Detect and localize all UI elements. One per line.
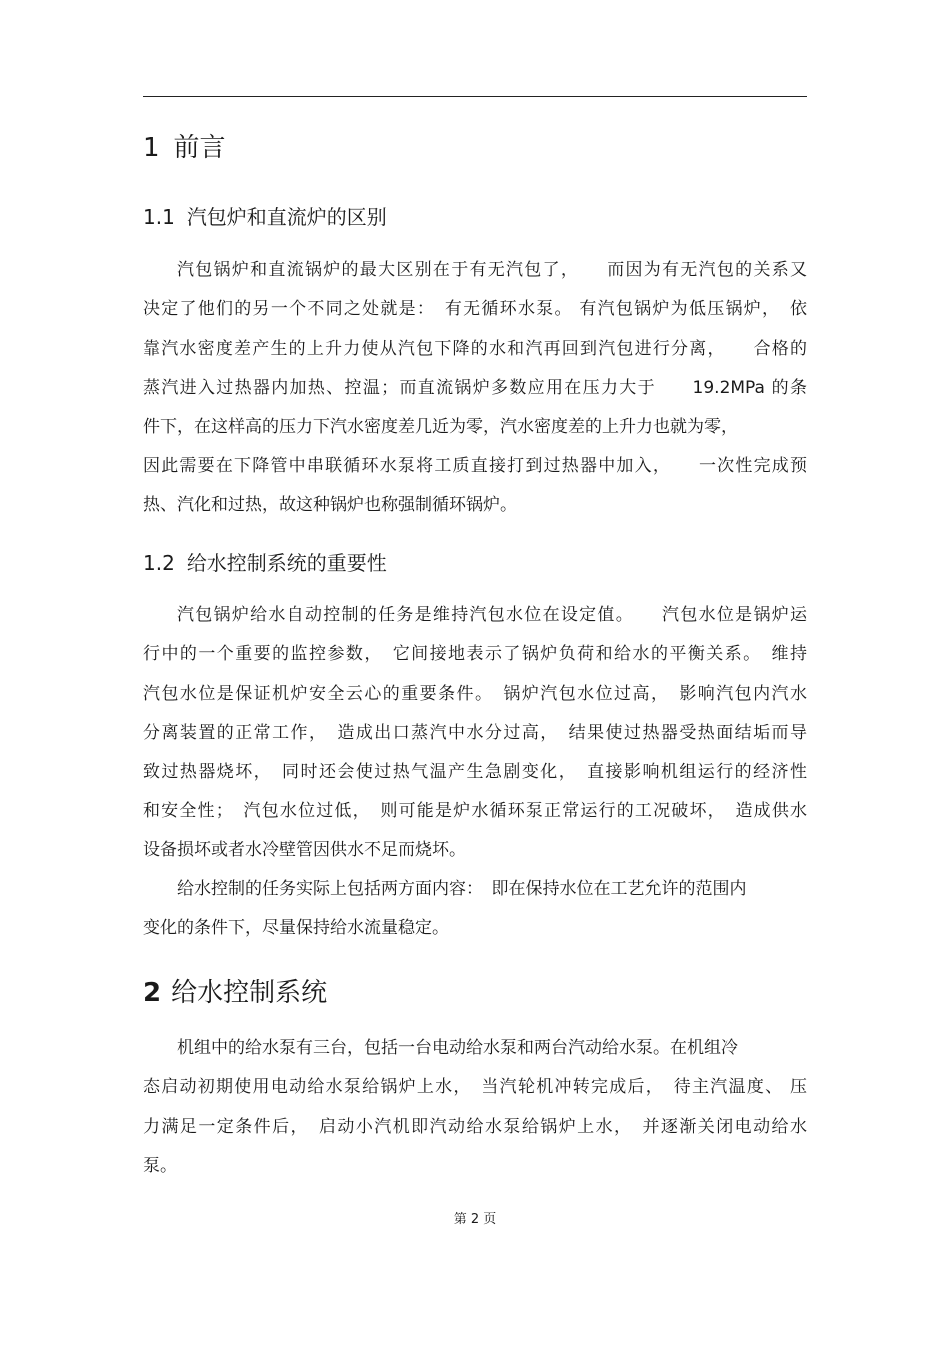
page-number: 第 2 页 — [453, 1212, 497, 1227]
header-rule — [143, 96, 807, 97]
paragraph-line: 件下，在这样高的压力下汽水密度差几近为零，汽水密度差的上升力也就为零， — [143, 417, 738, 437]
paragraph-line: 态启动初期使用电动给水泵给锅炉上水， 当汽轮机冲转完成后， 待主汽温度、 压 — [143, 1077, 807, 1097]
paragraph-line: 汽包锅炉给水自动控制的任务是维持汽包水位在设定值。 汽包水位是锅炉运 — [177, 605, 807, 625]
paragraph-line: 决定了他们的另一个不同之处就是： 有无循环水泵。 有汽包锅炉为低压锅炉， 依 — [143, 299, 807, 319]
paragraph-line: 机组中的给水泵有三台，包括一台电动给水泵和两台汽动给水泵。在机组冷 — [177, 1038, 738, 1058]
paragraph-line: 靠汽水密度差产生的上升力使从汽包下降的水和汽再回到汽包进行分离， 合格的 — [143, 339, 807, 359]
section-1-title: 前言 — [173, 133, 226, 163]
paragraph-line: 泵。 — [143, 1156, 177, 1176]
paragraph-line: 力满足一定条件后， 启动小汽机即汽动给水泵给锅炉上水， 并逐渐关闭电动给水 — [143, 1117, 807, 1137]
paragraph-line: 变化的条件下，尽量保持给水流量稳定。 — [143, 918, 449, 938]
paragraph-line: 分离装置的正常工作， 造成出口蒸汽中水分过高， 结果使过热器受热面结垢而导 — [143, 723, 807, 743]
section-2-heading — [143, 978, 327, 1008]
section-1-2-number: 1.2 — [143, 551, 175, 575]
section-1-number: 1 — [143, 133, 160, 163]
section-1-2-title: 给水控制系统的重要性 — [186, 551, 387, 575]
paragraph-line: 热、汽化和过热，故这种锅炉也称强制循环锅炉。 — [143, 495, 517, 515]
paragraph-line: 设备损坏或者水冷壁管因供水不足而烧坏。 — [143, 840, 466, 860]
paragraph-line: 因此需要在下降管中串联循环水泵将工质直接打到过热器中加入， 一次性完成预 — [143, 456, 807, 476]
section-1-1-heading — [143, 205, 387, 229]
paragraph-line: 给水控制的任务实际上包括两方面内容： 即在保持水位在工艺允许的范围内 — [177, 879, 747, 899]
paragraph-line: 和安全性； 汽包水位过低， 则可能是炉水循环泵正常运行的工况破坏， 造成供水 — [143, 801, 807, 821]
section-2-title: 给水控制系统 — [171, 978, 328, 1008]
paragraph-line: 行中的一个重要的监控参数， 它间接地表示了锅炉负荷和给水的平衡关系。 维持 — [143, 644, 807, 664]
paragraph-line: 致过热器烧坏， 同时还会使过热气温产生急剧变化， 直接影响机组运行的经济性 — [143, 762, 807, 782]
paragraph-line: 蒸汽进入过热器内加热、控温；而直流锅炉多数应用在压力大于 19.2MPa 的条 — [143, 378, 807, 398]
section-1-heading — [143, 133, 226, 163]
paragraph-line: 汽包锅炉和直流锅炉的最大区别在于有无汽包了， 而因为有无汽包的关系又 — [177, 260, 807, 280]
section-1-1-number: 1.1 — [143, 205, 175, 229]
paragraph-line: 汽包水位是保证机炉安全云心的重要条件。 锅炉汽包水位过高， 影响汽包内汽水 — [143, 684, 807, 704]
section-2-number: 2 — [143, 978, 162, 1008]
section-1-1-title: 汽包炉和直流炉的区别 — [186, 205, 387, 229]
section-1-2-heading — [143, 551, 387, 575]
